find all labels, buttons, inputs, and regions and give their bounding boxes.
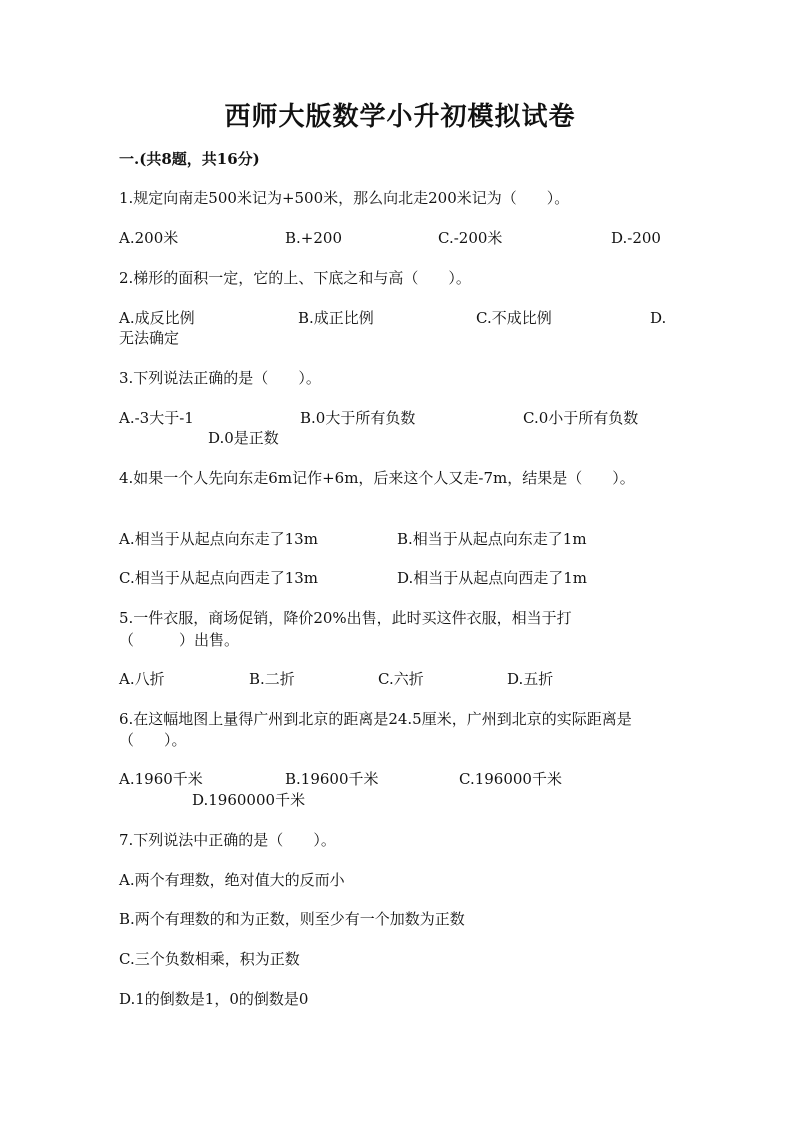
- question-5-option-b: B.二折: [249, 670, 295, 688]
- question-3-option-c: C.0小于所有负数: [523, 409, 639, 427]
- question-3-option-d: D.0是正数: [208, 429, 279, 447]
- question-5-option-c: C.六折: [378, 670, 424, 688]
- section-heading: 一.(共8题，共16分): [119, 150, 260, 168]
- question-2-option-d-text: 无法确定: [119, 329, 180, 347]
- question-3-option-a: A.-3大于-1: [119, 409, 194, 427]
- question-7-option-c: C.三个负数相乘，积为正数: [119, 950, 300, 968]
- question-6-option-a: A.1960千米: [119, 770, 203, 788]
- question-7-option-a: A.两个有理数，绝对值大的反而小: [119, 871, 345, 889]
- question-6-option-d: D.1960000千米: [192, 791, 306, 809]
- question-2-stem: 2.梯形的面积一定，它的上、下底之和与高（ ）。: [119, 269, 471, 287]
- question-1-stem: 1.规定向南走500米记为+500米，那么向北走200米记为（ ）。: [119, 189, 570, 207]
- question-6-option-c: C.196000千米: [459, 770, 562, 788]
- question-4-option-a: A.相当于从起点向东走了13m: [119, 530, 318, 548]
- question-5-option-d: D.五折: [507, 670, 554, 688]
- question-6-stem-continued: （ ）。: [119, 731, 187, 749]
- question-2-option-c: C.不成比例: [476, 309, 552, 327]
- question-5-stem: 5.一件衣服，商场促销，降价20%出售，此时买这件衣服，相当于打: [119, 609, 572, 627]
- question-4-stem: 4.如果一个人先向东走6m记作+6m，后来这个人又走-7m，结果是（ ）。: [119, 469, 635, 487]
- page-title: 西师大版数学小升初模拟试卷: [224, 102, 576, 132]
- question-7-option-b: B.两个有理数的和为正数，则至少有一个加数为正数: [119, 910, 465, 928]
- question-2-option-d: D.: [650, 309, 667, 327]
- question-1-option-c: C.-200米: [438, 229, 503, 247]
- question-1-option-b: B.+200: [285, 229, 342, 247]
- question-1-option-a: A.200米: [119, 229, 179, 247]
- question-1-option-d: D.-200: [611, 229, 661, 247]
- question-4-option-d: D.相当于从起点向西走了1m: [397, 569, 588, 587]
- question-2-option-a: A.成反比例: [119, 309, 195, 327]
- question-4-option-b: B.相当于从起点向东走了1m: [397, 530, 587, 548]
- question-7-option-d: D.1的倒数是1，0的倒数是0: [119, 990, 309, 1008]
- question-5-option-a: A.八折: [119, 670, 165, 688]
- question-6-option-b: B.19600千米: [285, 770, 379, 788]
- question-4-option-c: C.相当于从起点向西走了13m: [119, 569, 319, 587]
- question-3-option-b: B.0大于所有负数: [300, 409, 416, 427]
- question-6-stem: 6.在这幅地图上量得广州到北京的距离是24.5厘米，广州到北京的实际距离是: [119, 710, 632, 728]
- question-2-option-b: B.成正比例: [298, 309, 374, 327]
- question-3-stem: 3.下列说法正确的是（ ）。: [119, 369, 321, 387]
- question-7-stem: 7.下列说法中正确的是（ ）。: [119, 831, 336, 849]
- question-5-stem-continued: （ ）出售。: [119, 631, 240, 649]
